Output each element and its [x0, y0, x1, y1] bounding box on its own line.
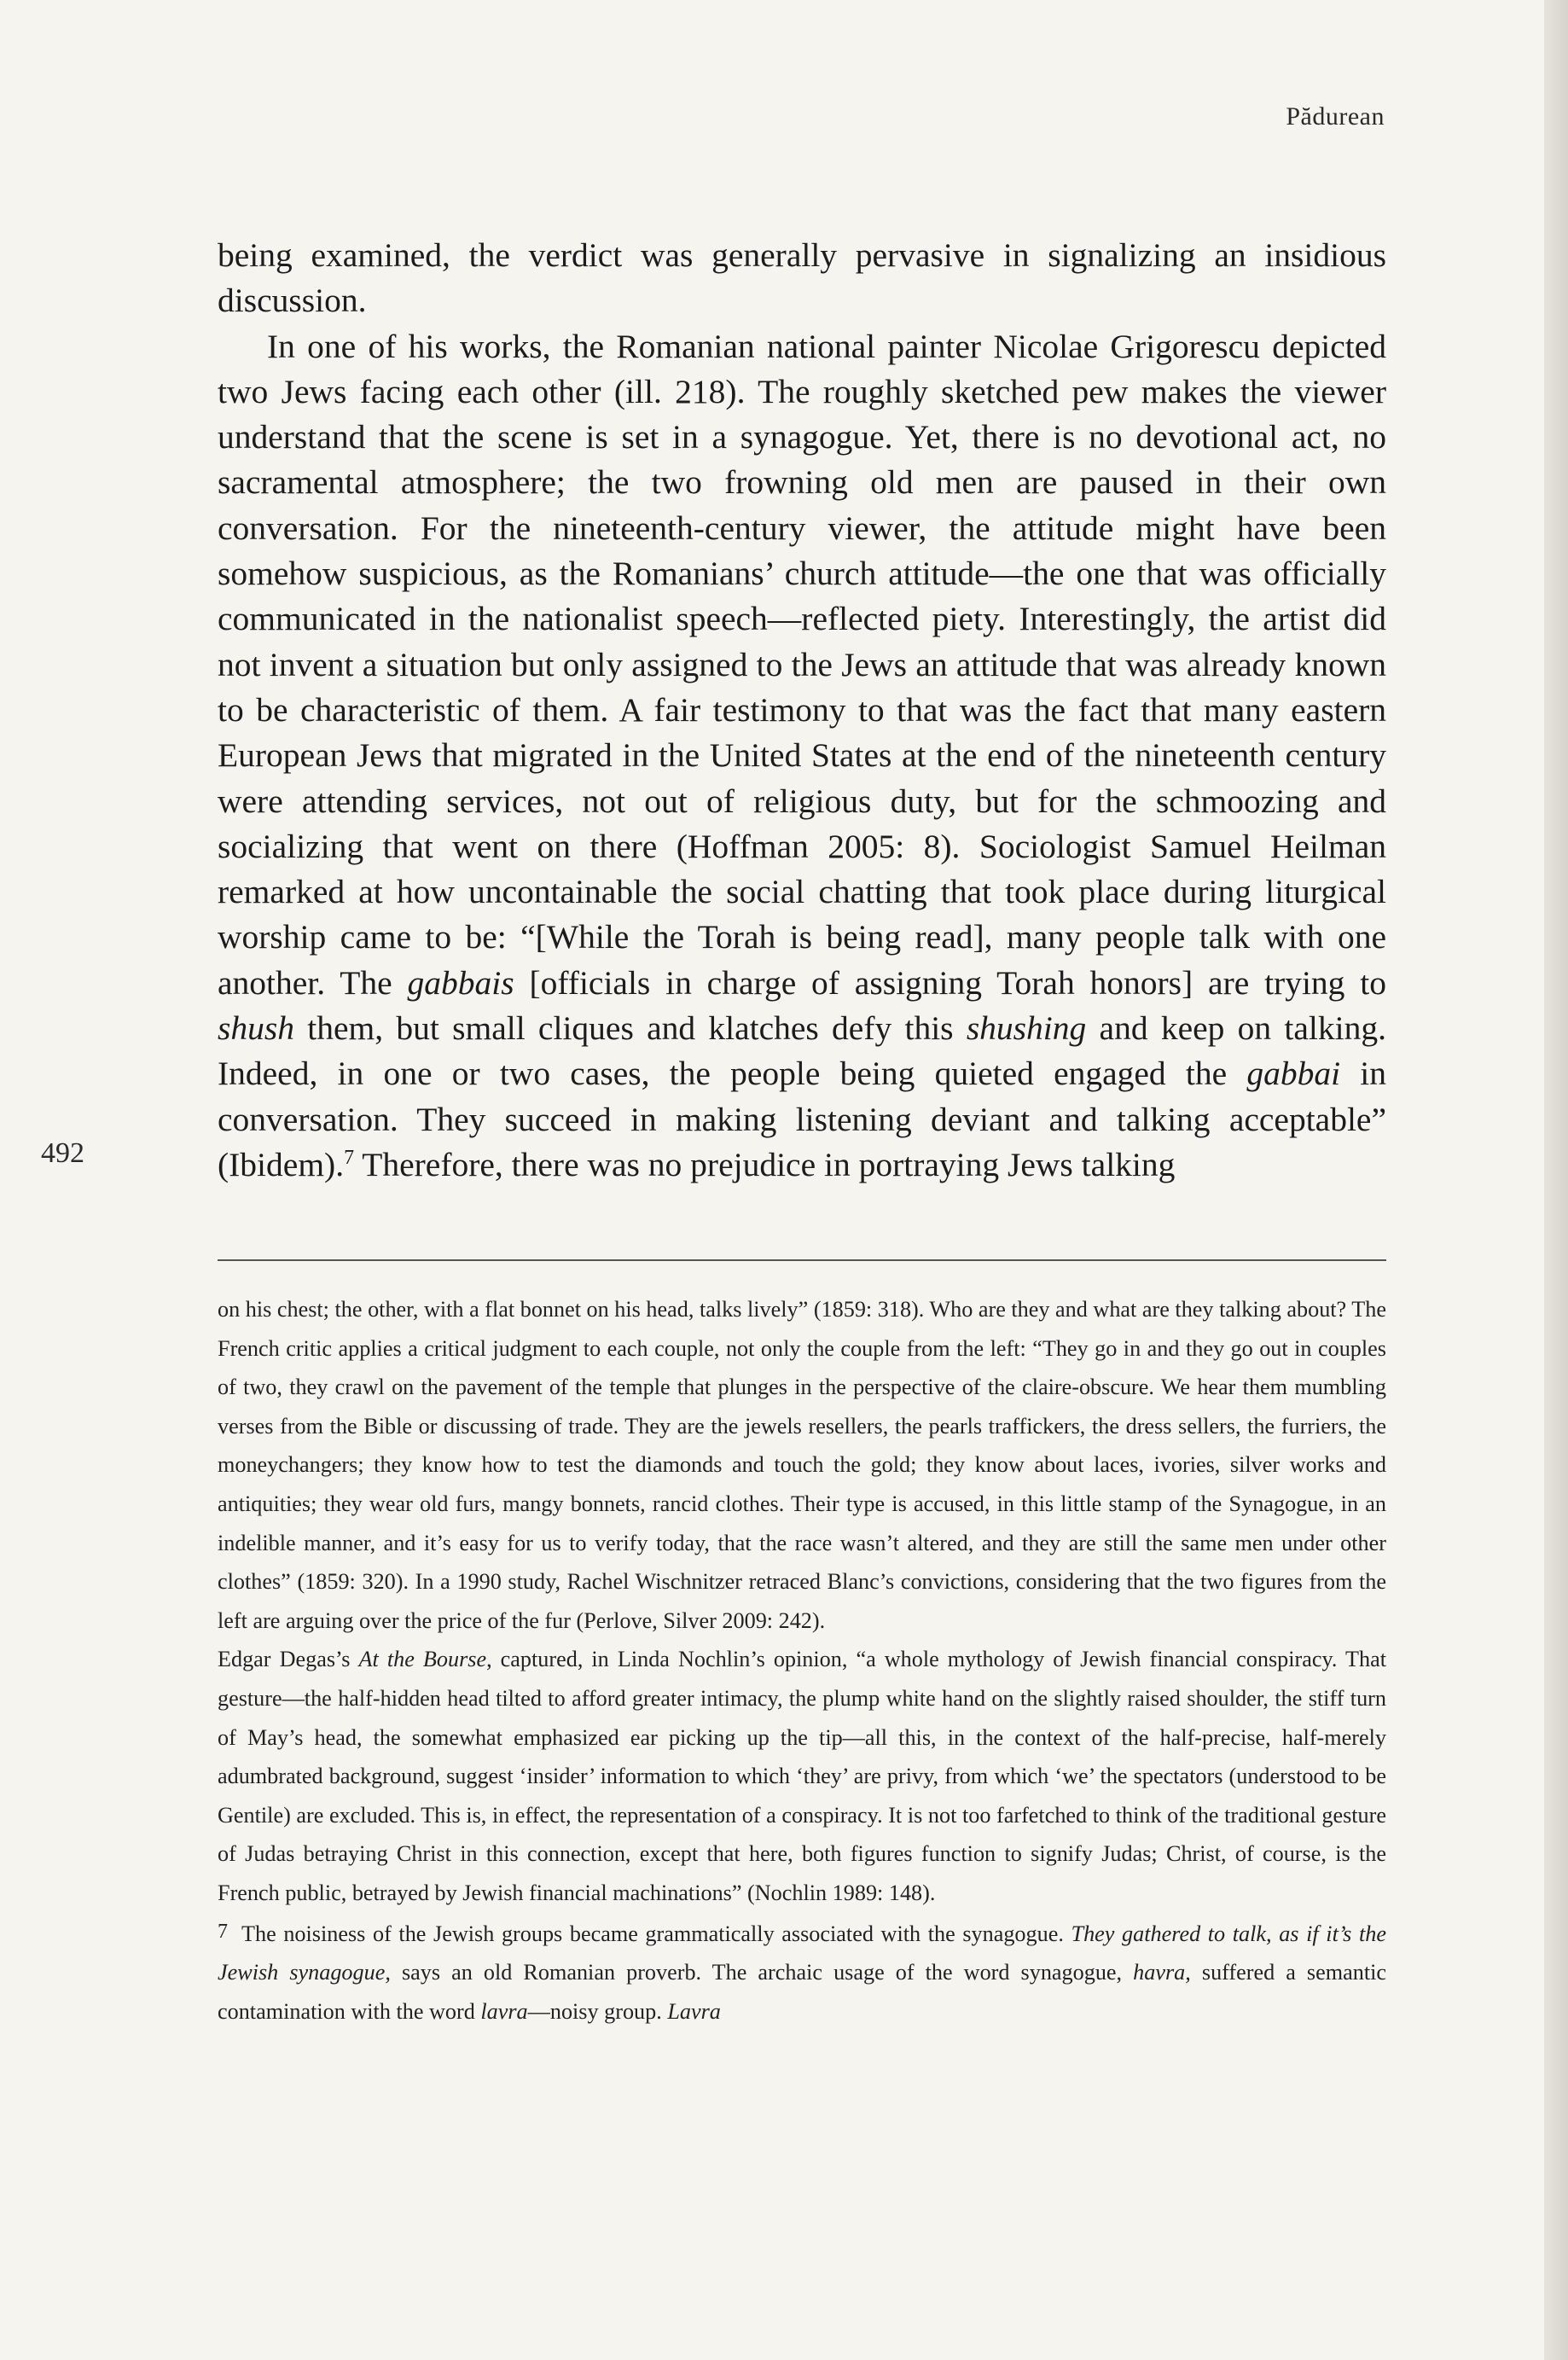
text-run: says an old Romanian proverb. The archaic usage of the word synagogue,: [390, 1960, 1134, 1985]
text-run: [officials in charge of assigning Torah honors] are trying to: [514, 963, 1386, 1002]
footnote-7: [218, 1913, 1386, 2032]
footnote-degas: [218, 1640, 1386, 1912]
text-run: in conversation. They succeed in making listening deviant and talking acceptable” (Ibidem).: [218, 1055, 1386, 1183]
running-head: Pădurean: [1286, 102, 1385, 131]
paragraph-1: being examined, the verdict was generally pervasive in signalizing an insidious discussion.: [218, 236, 1386, 320]
text-run: , captured, in Linda Nochlin’s opinion, “a whole mythology of Jewish financial conspiracy. That gesture—the half-hidden head tilted to afford greater intimacy, the plump white hand on the slightly raised shoulder, the stiff turn of May’s head, the somewhat emphasized ear picking up the tip—all this, in the context of the half-precise, half-merely adumbrated background, suggest ‘insider’ information to which ‘they’ are privy, from which ‘we’ the spectators (understood to be Gentile) are excluded. This is, in effect, the representation of a conspiracy. It is not too farfetched to think of the traditional gesture of Judas betraying Christ in this connection, except that here, both figures function to signify Judas; Christ, of course, is the French public, betrayed by Jewish financial machinations” (Nochlin 1989: 148).: [218, 1647, 1386, 1905]
footnote-ref[interactable]: 7: [344, 1146, 355, 1169]
italic-term: gabbais: [407, 963, 514, 1002]
footnote-continuation: on his chest; the other, with a flat bonnet on his head, talks lively” (1859: 318). Who are they and what are they talking about? The French critic applies a critical judgment to each couple, not only the couple from the left: “They go in and they go out in couples of two, they crawl on the pavement of the temple that plunges in the perspective of the claire-obscure. We hear them mumbling verses from the Bible or discussing of trade. They are the jewels resellers, the pearls traffickers, the dress sellers, the furriers, the moneychangers; they know how to test the diamonds and touch the gold; they know about laces, ivories, silver works and antiquities; they wear old furs, mangy bonnets, rancid clothes. Their type is accused, in this little stamp of the Synagogue, in an indelible manner, and it’s easy for us to verify today, that the race wasn’t altered, and they are still the same men under other clothes” (1859: 320). In a 1990 study, Rachel Wischnitzer retraced Blanc’s convictions, considering that the two figures from the left are arguing over the price of the fur (Perlove, Silver 2009: 242).: [218, 1297, 1386, 1633]
text-run: The noisiness of the Jewish groups became grammatically associated with the synagogue.: [241, 1921, 1071, 1946]
italic-term: gabbai: [1246, 1055, 1341, 1093]
italic-proverb: They gathered to talk, as if it’s the Jewish synagogue,: [218, 1921, 1386, 1985]
footnotes: [218, 1290, 1386, 2031]
page-number: 492: [41, 1137, 84, 1169]
text-run: Therefore, there was no prejudice in portraying Jews talking: [354, 1145, 1176, 1183]
footnote-number: 7: [218, 1920, 228, 1943]
body-text: [218, 233, 1386, 1188]
text-run: suffered a semantic contamination with the word: [218, 1960, 1387, 2024]
text-run: them, but small cliques and klatches defy this: [294, 1009, 967, 1048]
text-run: Edgar Degas’s: [218, 1647, 359, 1672]
footnote-rule: [218, 1259, 1386, 1261]
paragraph-2: [218, 324, 1386, 1189]
text-run: —noisy group.: [527, 1998, 668, 2024]
italic-term: havra,: [1133, 1960, 1191, 1985]
italic-term: lavra: [480, 1998, 528, 2024]
italic-title: At the Bourse: [358, 1647, 487, 1672]
text-run: In one of his works, the Romanian national painter Nicolae Grigorescu depicted two Jews facing each other (ill. 218). The roughly sketched pew makes the viewer understand that the scene is set in a synagogue. Yet, there is no devotional act, no sacramental atmosphere; the two frowning old men are paused in their own conversation. For the nineteenth-century viewer, the attitude might have been somehow suspicious, as the Romanians’ church attitude—the one that was officially communicated in the nationalist speech—reflected piety. Interestingly, the artist did not invent a situation but only assigned to the Jews an attitude that was already known to be characteristic of them. A fair testimony to that was the fact that many eastern European Jews that migrated in the United States at the end of the nineteenth century were attending services, not out of religious duty, but for the schmoozing and socializing that went on there (Hoffman 2005: 8). Sociologist Samuel Heilman remarked at how uncontainable the social chatting that took place during liturgical worship came to be: “[While the Torah is being read], many people talk with one another. The: [218, 327, 1386, 1002]
italic-term: Lavra: [667, 1998, 721, 2024]
italic-term: shush: [218, 1009, 294, 1048]
italic-term: shushing: [966, 1009, 1087, 1048]
scan-edge: [1544, 0, 1568, 2360]
text-run: and keep on talking. Indeed, in one or two cases, the people being quieted engaged the: [218, 1009, 1386, 1093]
